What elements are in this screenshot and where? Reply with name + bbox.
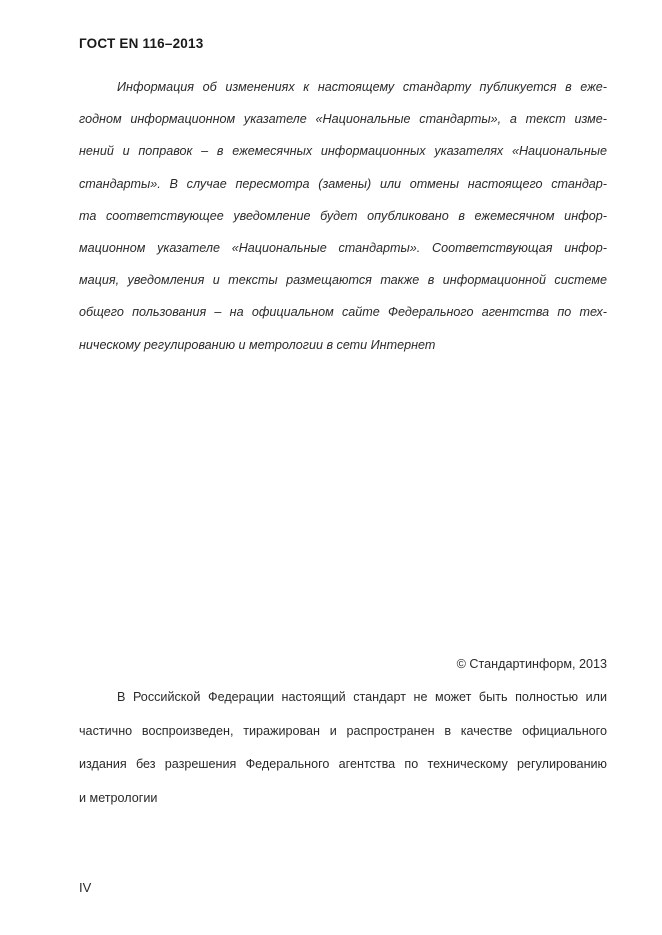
legal-line: издания без разрешения Федерального агентства по техническому регулированию: [79, 757, 607, 771]
notice-line: ническому регулированию и метрологии в сети Интернет: [79, 337, 436, 352]
reproduction-restriction-paragraph: [79, 687, 607, 821]
notice-line: годном информационном указателе «Национальные стандарты», а текст изме-: [79, 112, 607, 127]
legal-line: В Российской Федерации настоящий стандарт не может быть полностью или: [117, 690, 607, 704]
notice-line: мационном указателе «Национальные стандарты». Соответствующая инфор-: [79, 240, 607, 255]
notice-line: Информация об изменениях к настоящему стандарту публикуется в еже-: [117, 80, 607, 94]
notice-line: стандарты». В случае пересмотра (замены) или отмены настоящего стандар-: [79, 176, 607, 191]
notice-line: нений и поправок – в ежемесячных информационных указателях «Национальные: [79, 144, 607, 159]
copyright-notice: © Стандартинформ, 2013: [456, 657, 607, 671]
notice-line: мация, уведомления и тексты размещаются также в информационной системе: [79, 273, 607, 288]
amendments-notice-paragraph: [79, 74, 607, 364]
legal-line: частично воспроизведен, тиражирован и распространен в качестве официального: [79, 723, 607, 738]
notice-line: общего пользования – на официальном сайте Федерального агентства по тех-: [79, 305, 607, 320]
notice-line: та соответствующее уведомление будет опубликовано в ежемесячном инфор-: [79, 208, 607, 223]
page-number: IV: [79, 880, 92, 895]
document-standard-title: ГОСТ EN 116–2013: [79, 36, 204, 51]
legal-line: и метрологии: [79, 790, 158, 805]
